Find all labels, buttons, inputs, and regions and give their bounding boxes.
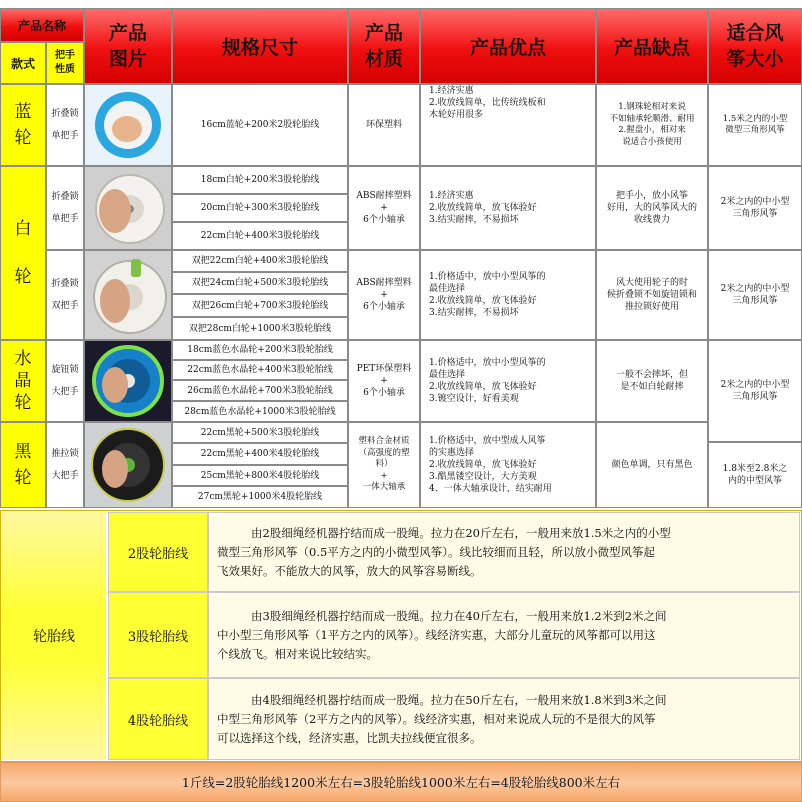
spec-cell: 26cm蓝色水晶轮+700米3股轮胎线: [172, 380, 348, 401]
fit-cell: 2米之内的中小型 三角形风筝: [708, 166, 802, 250]
white-reel-icon: [85, 167, 171, 249]
group-blue-name: 蓝 轮: [0, 84, 46, 166]
black-reel-photo: [84, 422, 172, 508]
spec-cell: 双把24cm白轮+500米3股轮胎线: [172, 272, 348, 294]
white-reel-single-photo: [84, 166, 172, 250]
white-double-handle: 折叠锁 双把手: [46, 250, 84, 340]
crystal-reel-icon: [85, 341, 171, 421]
footer-conversion: 1斤线=2股轮胎线1200米左右=3股轮胎线1000米左右=4股轮胎线800米左右: [0, 762, 802, 802]
pros-cell: 1.价格适中，放中小型风筝的 最佳选择 2.收放线简单，放飞体验好 3.镀空设计，好看美观: [420, 340, 596, 422]
header-spec: 规格尺寸: [172, 8, 348, 84]
crystal-reel-photo: [84, 340, 172, 422]
spec-cell: 双把28cm白轮+1000米3股轮胎线: [172, 317, 348, 340]
group-black-name: 黑 轮: [0, 422, 46, 508]
cons-cell: 1.钢珠轮相对来说 不如轴承轮顺滑、耐用 2.握盘小，相对来 说适合小孩使用: [596, 84, 708, 166]
spec-cell: 双把26cm白轮+700米3股轮胎线: [172, 294, 348, 317]
spec-cell: 22cm黑轮+400米4股轮胎线: [172, 443, 348, 465]
group-blue-handle: 折叠锁 单把手: [46, 84, 84, 166]
fit-cell: 2米之内的中小型 三角形风筝: [708, 250, 802, 340]
material-cell: ABS耐摔塑料 + 6个小轴承: [348, 250, 420, 340]
spec-cell: 25cm黑轮+800米4股轮胎线: [172, 465, 348, 486]
spec-cell: 22cm黑轮+500米3股轮胎线: [172, 422, 348, 443]
spec-cell: 22cm蓝色水晶轮+400米3股轮胎线: [172, 360, 348, 380]
cons-cell: 一般不会摔坏，但 是不如白轮耐摔: [596, 340, 708, 422]
group-crystal-name: 水 晶 轮: [0, 340, 46, 422]
fit-cell: 2米之内的中小型 三角形风筝: [708, 340, 802, 442]
material-cell: ABS耐摔塑料 + 6个小轴承: [348, 166, 420, 250]
header-handle: 把手 性质: [46, 42, 84, 84]
group-crystal-handle: 旋钮锁 大把手: [46, 340, 84, 422]
line-4ply-desc: 由4股细绳经机器拧结而成一股绳。拉力在50斤左右，一般用来放1.8米到3米之间 中型三角形风筝（2平方之内的风筝）。线经济实惠，相对来说成人玩的不是很大的风筝 可以选择这个线，经济实惠，比凯夫拉线便宜很多。: [208, 678, 800, 760]
white-double-reel-icon: [85, 251, 171, 339]
line-3ply-name: 3股轮胎线: [108, 592, 208, 678]
fit-cell: 1.8米至2.8米之 内的中型风筝: [708, 442, 802, 508]
material-cell: 环保塑料: [348, 84, 420, 166]
header-material: 产品 材质: [348, 8, 420, 84]
header-pros: 产品优点: [420, 8, 596, 84]
blue-reel-photo: [84, 84, 172, 166]
spec-cell: 双把22cm白轮+400米3股轮胎线: [172, 250, 348, 272]
line-4ply-name: 4股轮胎线: [108, 678, 208, 760]
header-picture: 产品 图片: [84, 8, 172, 84]
spec-cell: 22cm白轮+400米3股轮胎线: [172, 222, 348, 250]
header-product-name: 产品名称: [0, 8, 84, 42]
cons-cell: 把手小，放小风筝 好用，大的风筝风大的 收线费力: [596, 166, 708, 250]
line-section-title: 轮胎线: [2, 512, 106, 760]
header-fit: 适合风 筝大小: [708, 8, 802, 84]
pros-cell: 1.价格适中，放中型成人风筝 的实惠选择 2.收放线简单，放飞体验好 3.酷黑镂空设计，大方美观 4、一体大轴承设计，结实耐用: [420, 422, 596, 508]
material-cell: 塑料合金材质 （高强度的塑 料） + 一体大轴承: [348, 422, 420, 508]
line-3ply-desc: 由3股细绳经机器拧结而成一股绳。拉力在40斤左右，一般用来放1.2米到2米之间 中小型三角形风筝（1平方之内的风筝）。线经济实惠，大部分儿童玩的风筝都可以用这 个线放飞。相对来说比较结实。: [208, 592, 800, 678]
black-reel-icon: [85, 423, 171, 507]
cons-cell: 风大使用轮子的时 候折叠锁不如旋钮锁和 推拉锁好使用: [596, 250, 708, 340]
header-style: 款式: [0, 42, 46, 84]
pros-cell: 1.经济实惠 2.收放线简单，比传统线板和 木轮好用很多: [420, 84, 596, 166]
spec-cell: 27cm黑轮+1000米4股轮胎线: [172, 486, 348, 508]
group-black-handle: 推拉锁 大把手: [46, 422, 84, 508]
fit-cell: 1.5米之内的小型 微型三角形风筝: [708, 84, 802, 166]
spec-cell: 28cm蓝色水晶轮+1000米3股轮胎线: [172, 401, 348, 422]
cons-cell: 颜色单调，只有黑色: [596, 422, 708, 508]
material-cell: PET环保塑料 + 6个小轴承: [348, 340, 420, 422]
spec-cell: 16cm蓝轮+200米2股轮胎线: [172, 84, 348, 166]
white-reel-double-photo: [84, 250, 172, 340]
header-cons: 产品缺点: [596, 8, 708, 84]
spec-cell: 20cm白轮+300米3股轮胎线: [172, 194, 348, 222]
white-single-handle: 折叠锁 单把手: [46, 166, 84, 250]
line-2ply-desc: 由2股细绳经机器拧结而成一股绳。拉力在20斤左右，一般用来放1.5米之内的小型 微型三角形风筝（0.5平方之内的小微型风筝）。线比较细而且轻，所以放小微型风筝起 飞效果好。不能放大的风筝，放大的风筝容易断线。: [208, 512, 800, 592]
spec-cell: 18cm白轮+200米3股轮胎线: [172, 166, 348, 194]
pros-cell: 1.价格适中，放中小型风筝的 最佳选择 2.收放线简单，放飞体验好 3.结实耐摔，不易损坏: [420, 250, 596, 340]
line-2ply-name: 2股轮胎线: [108, 512, 208, 592]
group-white-name: 白 轮: [0, 166, 46, 340]
blue-reel-icon: [85, 85, 171, 165]
pros-cell: 1.经济实惠 2.收放线简单，放飞体验好 3.结实耐摔，不易损坏: [420, 166, 596, 250]
spec-cell: 18cm蓝色水晶轮+200米3股轮胎线: [172, 340, 348, 360]
